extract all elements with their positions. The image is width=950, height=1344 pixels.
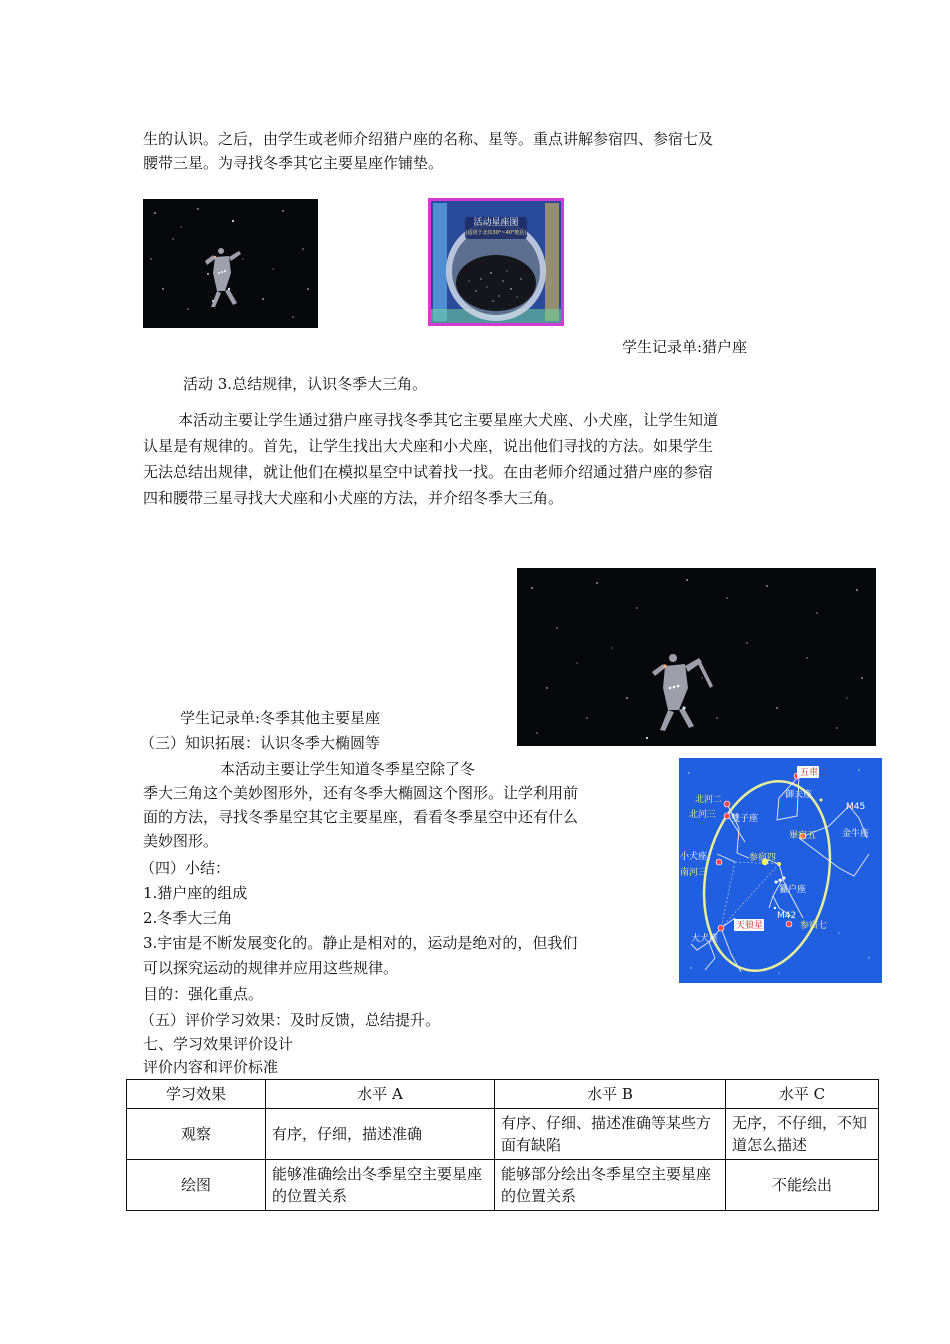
cell-level-a: 能够准确绘出冬季星空主要星座的位置关系 [266, 1160, 495, 1211]
summary-item-1: 1.猎户座的组成 [143, 884, 248, 902]
label-nanhe3: 南河三 [680, 868, 708, 878]
planisphere-image [428, 198, 564, 326]
section5-heading: （五）评价学习效果：及时反馈，总结提升。 [140, 1011, 441, 1029]
activity3-heading: 活动 3.总结规律，认识冬季大三角。 [183, 375, 428, 393]
section3-line-4: 美妙图形。 [143, 832, 219, 850]
criteria-heading: 评价内容和评价标准 [143, 1058, 279, 1076]
cell-level-b: 有序、仔细、描述准确等某些方面有缺陷 [495, 1109, 726, 1160]
label-beihe2: 北河二 [695, 795, 723, 805]
label-liehu: 獵户座 [779, 885, 807, 895]
header-effect: 学习效果 [127, 1080, 266, 1109]
label-m42: M42 [777, 911, 797, 921]
section4-heading: （四）小结： [140, 859, 231, 877]
cell-level-c: 不能绘出 [726, 1160, 879, 1211]
caption-orion-record: 学生记录单:猎户座 [622, 338, 748, 356]
winter-constellations-image [517, 568, 876, 746]
header-level-c: 水平 C [726, 1080, 879, 1109]
cell-level-c: 无序，不仔细，不知道怎么描述 [726, 1109, 879, 1160]
cell-level-a: 有序，仔细，描述准确 [266, 1109, 495, 1160]
summary-item-2: 2.冬季大三角 [143, 909, 233, 927]
label-shuangzi: 雙子座 [731, 814, 759, 824]
label-yufu: 御夫座 [785, 790, 813, 800]
header-level-a: 水平 A [266, 1080, 495, 1109]
activity3-line-2: 认星是有规律的。首先，让学生找出大犬座和小犬座，说出他们寻找的方法。如果学生 [143, 437, 714, 455]
label-m45: M45 [846, 802, 866, 812]
winter-ellipse-chart [679, 758, 882, 983]
orion-small-image [143, 199, 318, 328]
activity3-line-4: 四和腰带三星寻找大犬座和小犬座的方法，并介绍冬季大三角。 [143, 489, 564, 507]
section3-heading: （三）知识拓展：认识冬季大椭圆等 [140, 734, 381, 752]
purpose-text: 目的：强化重点。 [143, 985, 264, 1003]
planisphere-subtitle: (适用于北纬30°~40°地区) [465, 230, 527, 236]
activity3-line-1: 本活动主要让学生通过猎户座寻找冬季其它主要星座大犬座、小犬座，让学生知道 [178, 411, 719, 429]
table-row [127, 1160, 879, 1211]
section3-line-1: 本活动主要让学生知道冬季星空除了冬 [220, 760, 476, 778]
label-shen7: 参宿七 [800, 921, 828, 931]
cell-level-b: 能够部分绘出冬季星空主要星座的位置关系 [495, 1160, 726, 1211]
section3-line-2: 季大三角这个美妙图形外，还有冬季大椭圆这个图形。让学利用前 [143, 784, 579, 802]
label-jinniu: 金牛座 [842, 829, 870, 839]
caption-winter-record: 学生记录单:冬季其他主要星座 [180, 709, 381, 727]
label-tianlang: 天狼星 [736, 921, 764, 931]
table-row [127, 1109, 879, 1160]
cell-effect: 绘图 [127, 1160, 266, 1211]
section7-heading: 七、学习效果评价设计 [143, 1035, 294, 1053]
label-daquan: 大犬座 [691, 934, 719, 944]
evaluation-table [126, 1079, 879, 1211]
header-level-b: 水平 B [495, 1080, 726, 1109]
label-bi5: 畢宿五 [789, 831, 817, 841]
planisphere-title: 活动星座图 [473, 218, 519, 228]
table-header-row [127, 1080, 879, 1109]
label-wuche2: 五車二 [800, 768, 828, 778]
label-xiaoquan: 小犬座 [680, 852, 708, 862]
summary-item-3a: 3.宇宙是不断发展变化的。静止是相对的，运动是绝对的，但我们 [143, 934, 578, 952]
label-shen4: 参宿四 [749, 853, 777, 863]
cell-effect: 观察 [127, 1109, 266, 1160]
intro-line-2: 腰带三星。为寻找冬季其它主要星座作铺垫。 [143, 154, 444, 172]
summary-item-3b: 可以探究运动的规律并应用这些规律。 [143, 959, 399, 977]
intro-line-1: 生的认识。之后，由学生或老师介绍猎户座的名称、星等。重点讲解参宿四、参宿七及 [143, 130, 714, 148]
activity3-line-3: 无法总结出规律，就让他们在模拟星空中试着找一找。在由老师介绍通过猎户座的参宿 [143, 463, 714, 481]
label-beihe3: 北河三 [689, 810, 717, 820]
section3-line-3: 面的方法，寻找冬季星空其它主要星座，看看冬季星空中还有什么 [143, 808, 579, 826]
